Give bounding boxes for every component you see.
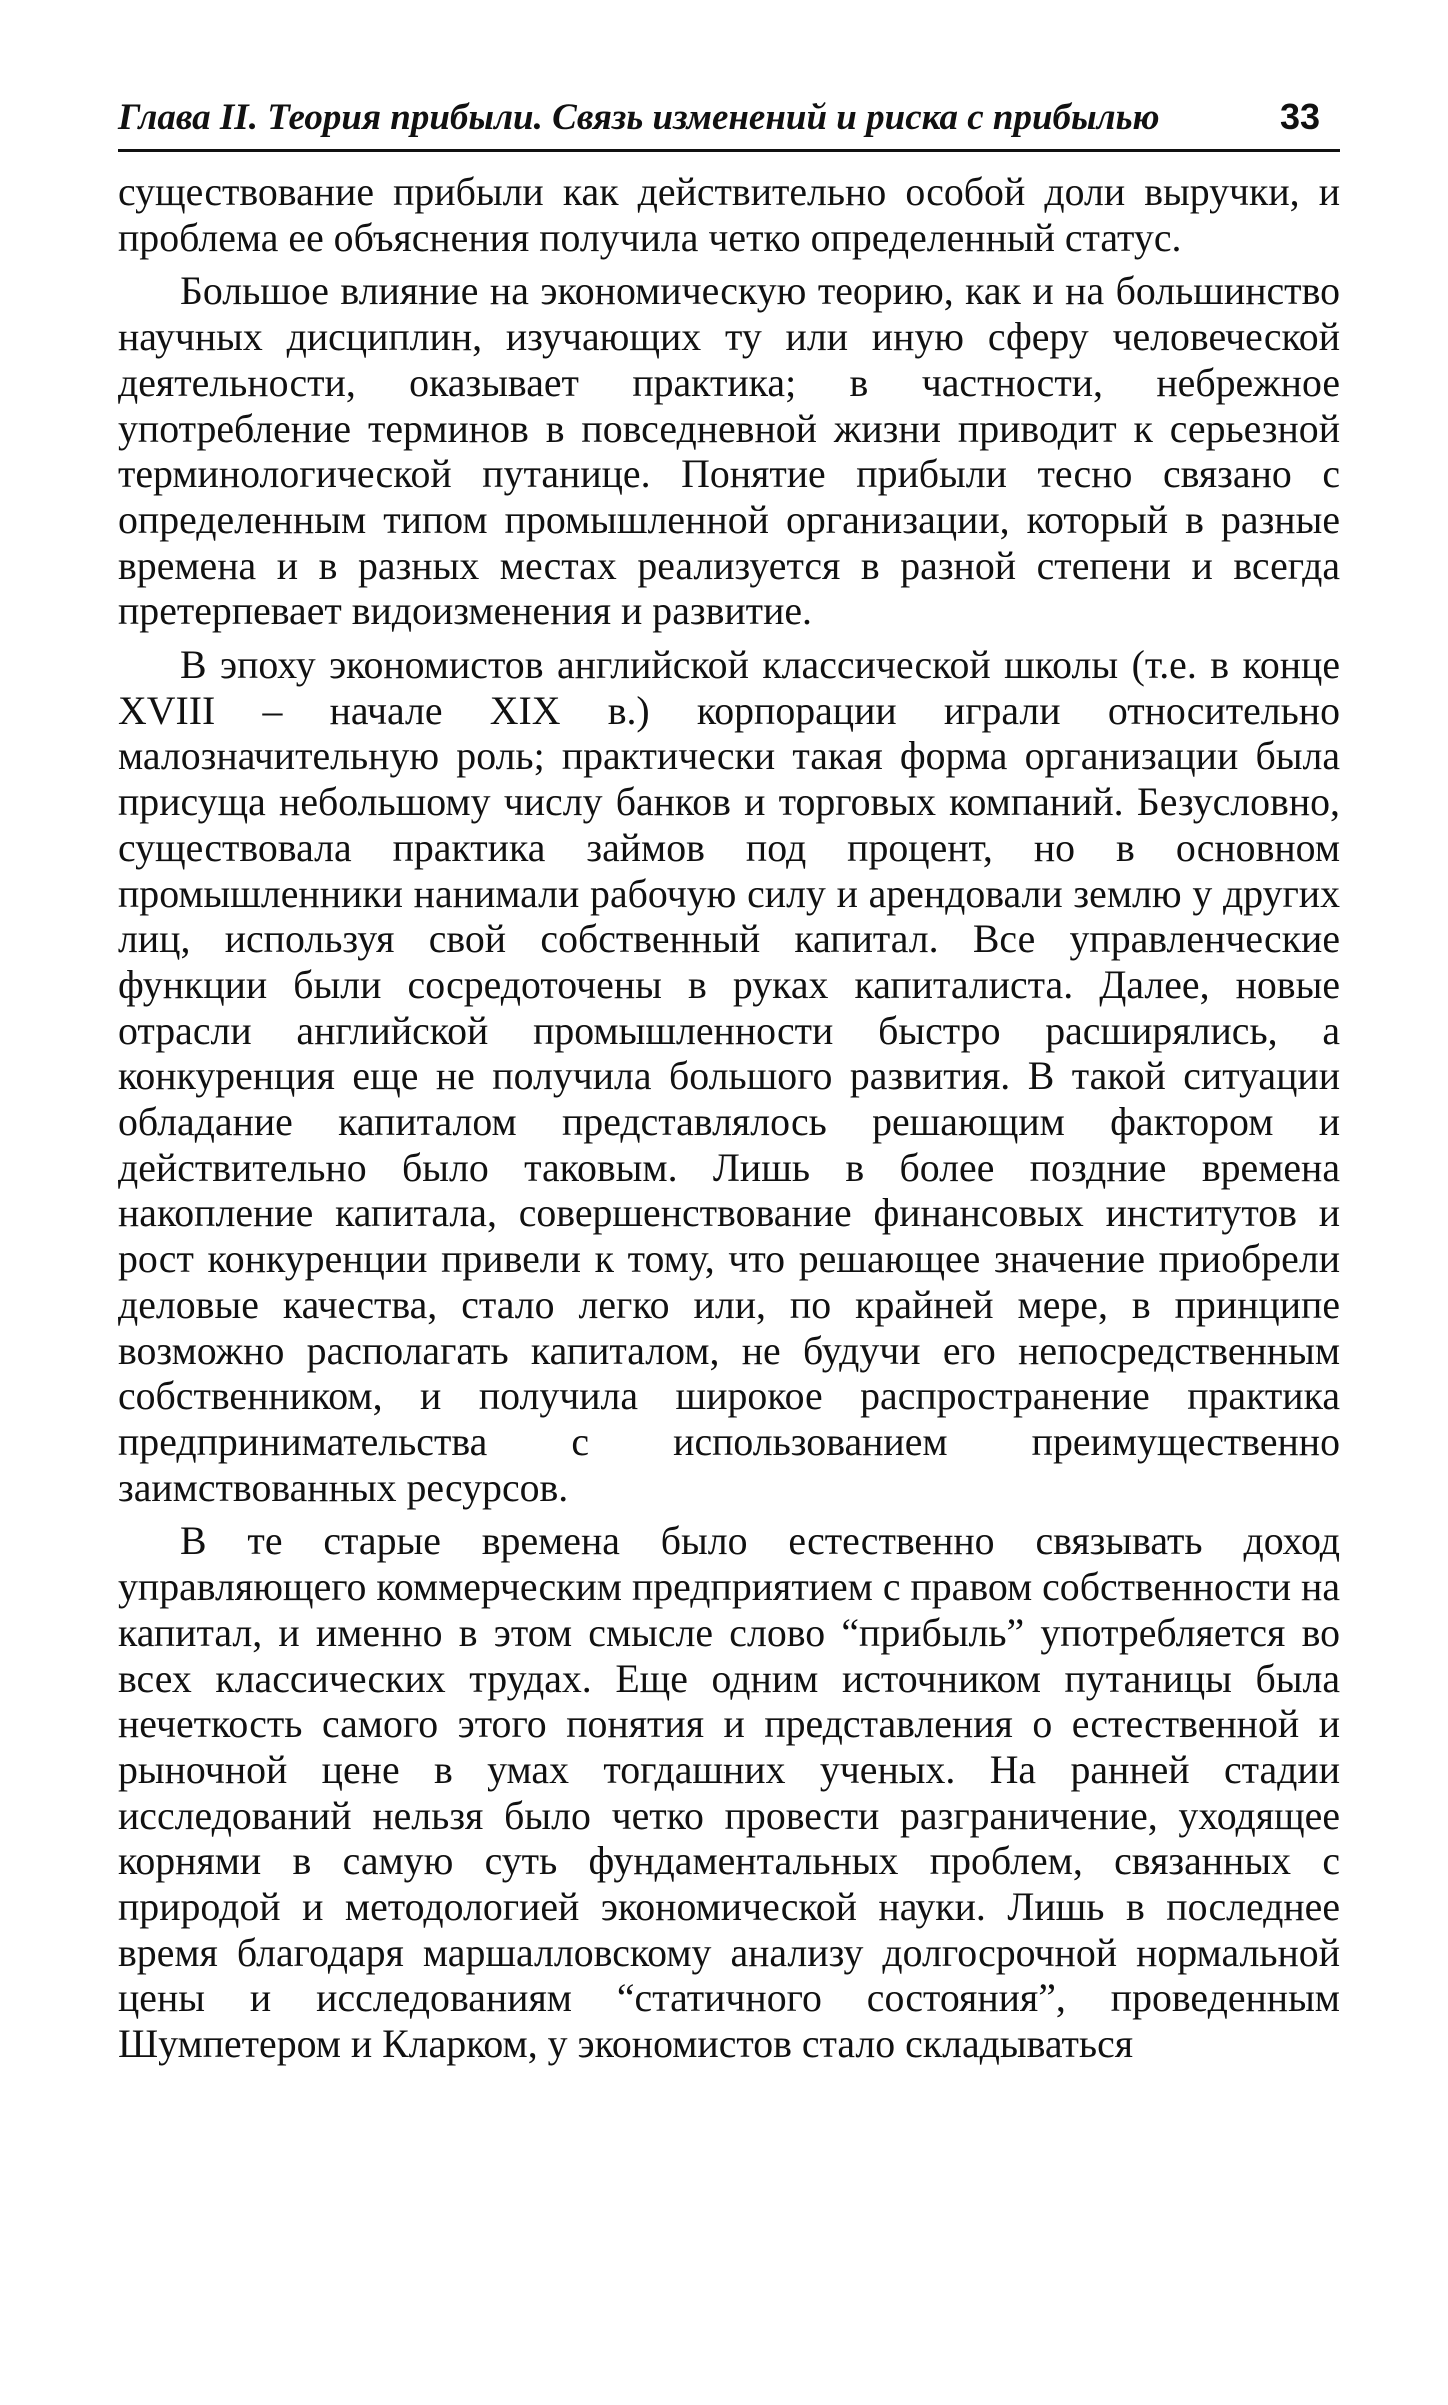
running-head (118, 96, 1340, 152)
page-number: 33 (1279, 96, 1320, 137)
book-page (118, 96, 1340, 2076)
paragraph-2: Большое влияние на экономическую теорию, как и на большинство научных дисциплин, изучающих ту или иную сферу человеческой деятельности, оказывает практика; в частности, небрежное употребление терминов в повседневной жизни приводит к серьезной терминологической путанице. Понятие прибыли тесно связано с определенным типом промышленной организации, который в разные времена и в разных местах реализуется в разной степени и всегда претерпевает видоизменения и развитие. (118, 269, 1340, 634)
paragraph-4: В те старые времена было естественно связывать доход управляющего коммерческим предприятием с правом собственности на капитал, и именно в этом смысле слово “прибыль” употребляется во всех классических трудах. Еще одним источником путаницы была нечеткость самого этого понятия и представления о естественной и рыночной цене в умах тогдашних ученых. На ранней стадии исследований нельзя было четко провести разграничение, уходящее корнями в самую суть фундаментальных проблем, связанных с природой и методологией экономической науки. Лишь в последнее время благодаря маршалловскому анализу долгосрочной нормальной цены и исследованиям “статичного состояния”, проведенным Шумпетером и Кларком, у экономистов стало складываться (118, 1519, 1340, 2067)
chapter-title: Глава II. Теория прибыли. Связь изменений и риска с прибылью (118, 97, 1160, 138)
paragraph-1: существование прибыли как действительно особой доли выручки, и проблема ее объяснения получила четко определенный статус. (118, 170, 1340, 260)
body-text (118, 170, 1340, 2068)
paragraph-3: В эпоху экономистов английской классической школы (т.е. в конце XVIII – начале XIX в.) корпорации играли относительно малозначительную роль; практически такая форма организации была присуща небольшому числу банков и торговых компаний. Безусловно, существовала практика займов под процент, но в основном промышленники нанимали рабочую силу и арендовали землю у других лиц, используя свой собственный капитал. Все управленческие функции были сосредоточены в руках капиталиста. Далее, новые отрасли английской промышленности быстро расширялись, а конкуренция еще не получила большого развития. В такой ситуации обладание капиталом представлялось решающим фактором и действительно было таковым. Лишь в более поздние времена накопление капитала, совершенствование финансовых институтов и рост конкуренции привели к тому, что решающее значение приобрели деловые качества, стало легко или, по крайней мере, в принципе возможно располагать капиталом, не будучи его непосредственным собственником, и получила широкое распространение практика предпринимательства с использованием преимущественно заимствованных ресурсов. (118, 643, 1340, 1510)
